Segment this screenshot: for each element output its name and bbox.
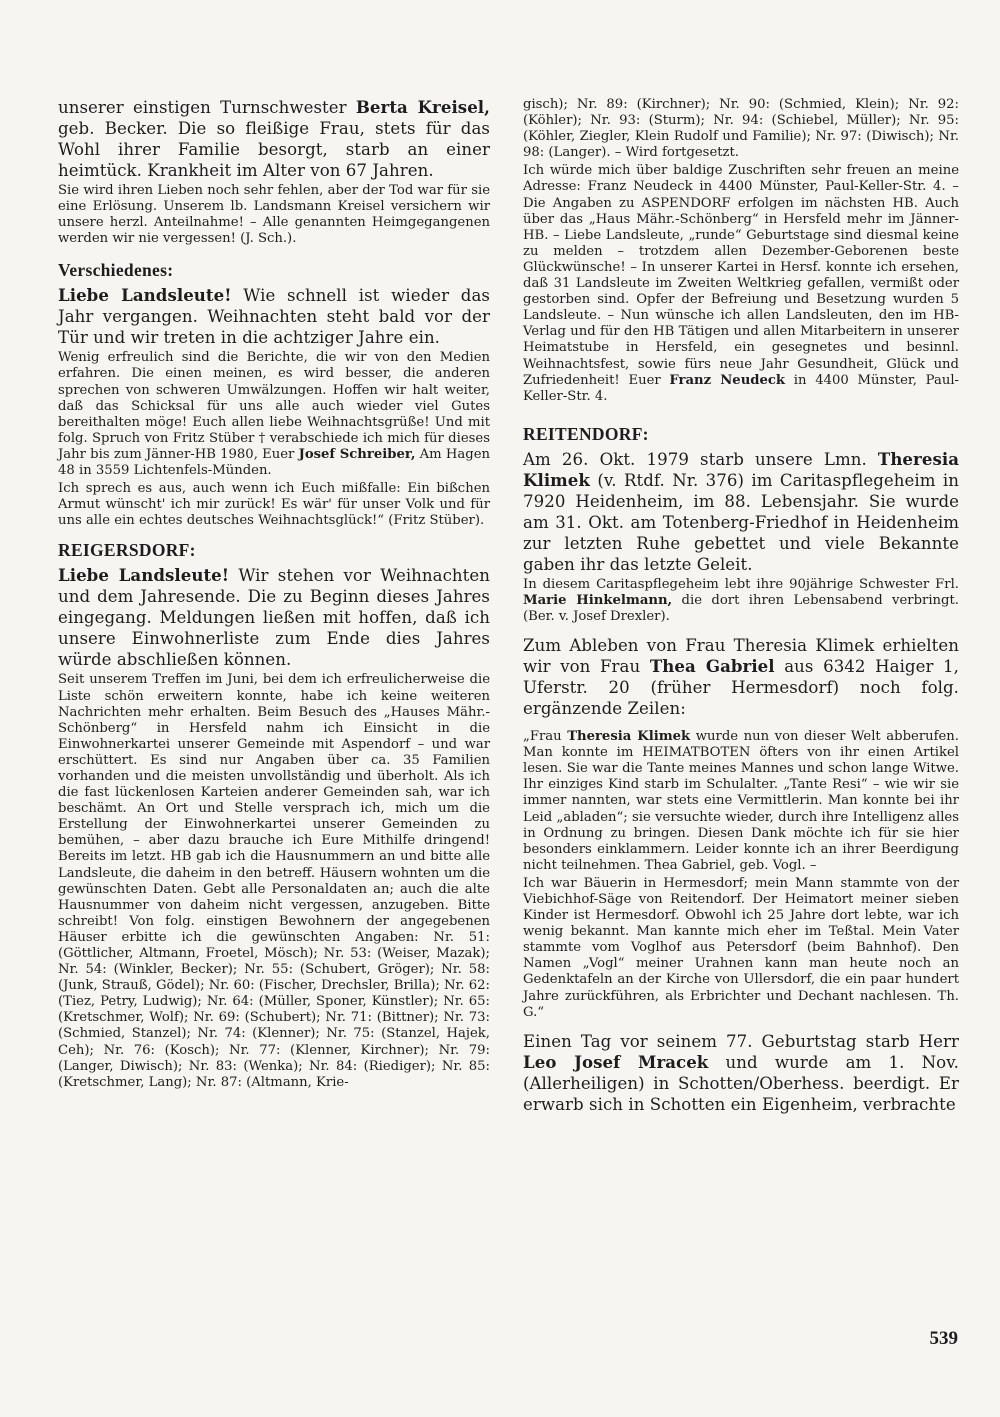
page-number: 539 xyxy=(929,1328,958,1349)
paragraph-stueber-quote: Ich sprech es aus, auch wenn ich Euch mißfalle: Ein bißchen Armut wünscht' ich mir zurück! Es wär' für unser Volk und für uns alle ein echtes deutsches Weihnachtsglück!“ (Fritz Stüber). xyxy=(58,481,490,529)
right-column xyxy=(523,97,959,1117)
paragraph-gabriel-letter: „Frau Theresia Klimek wurde nun von dieser Welt abberufen. Man konnte im HEIMATBOTEN öfters von ihr einen Artikel lesen. Sie war die Tante meines Mannes und schon lange Witwe. Ihr einziges Kind starb im Schulalter. „Tante Resi“ – wie wir sie immer nannten, war stets eine Vermittlerin. Man konnte bei ihr Leid „abladen“; sie versuchte wieder, durch ihre Intelligenz alles in Ordnung zu bringen. Diesen Dank möchte ich für sie hier besonders einklammern. Leider konnte ich an ihrer Beerdigung nicht teilnehmen. Thea Gabriel, geb. Vogl. – xyxy=(523,729,959,873)
paragraph-kreisel-condolence: Sie wird ihren Lieben noch sehr fehlen, aber der Tod war für sie eine Erlösung. Unserem lb. Landsmann Kreisel versichern wir unsere herzl. Anteilnahme! – Alle genannten Heimgegangenen werden wir nie vergessen! (J. Sch.). xyxy=(58,183,490,247)
name-thea-gabriel: Thea Gabriel xyxy=(649,656,775,677)
name-leo-josef-mracek: Leo Josef Mracek xyxy=(523,1051,709,1072)
name-franz-neudeck: Franz Neudeck xyxy=(669,372,786,388)
paragraph-gabriel-intro: Zum Ableben von Frau Theresia Klimek erhielten wir von Frau Thea Gabriel aus 6342 Haiger 1, Uferstr. 20 (früher Hermesdorf) noch folg. ergänzende Zeilen: xyxy=(523,636,959,719)
paragraph-greeting: Liebe Landsleute! Wie schnell ist wieder das Jahr vergangen. Weihnachten steht bald vor der Tür und wir treten in die achtziger Jahre ein. xyxy=(58,285,490,348)
paragraph-house-list-continued: gisch); Nr. 89: (Kirchner); Nr. 90: (Schmied, Klein); Nr. 92: (Köhler); Nr. 93: (Sturm); Nr. 94: (Schiebel, Müller); Nr. 95: (Köhler, Ziegler, Klein Rudolf und Familie); Nr. 97: (Diwisch); Nr. 98: (Langer). – Wird fortgesetzt. xyxy=(523,97,959,161)
name-marie-hinkelmann: Marie Hinkelmann, xyxy=(523,592,673,608)
heading-reitendorf: REITENDORF: xyxy=(523,423,649,444)
left-column xyxy=(58,97,490,1093)
paragraph-neudeck-address: Ich würde mich über baldige Zuschriften sehr freuen an meine Adresse: Franz Neudeck in 4400 Münster, Paul-Keller-Str. 4. – Die Angaben zu ASPENDORF erfolgen im nächsten HB. Auch über das „Haus Mähr.-Schönberg“ in Hersfeld mehr im Jänner-HB. – Liebe Landsleute, „runde“ Geburtstage sind diesmal keine zu melden – trotzdem allen Dezember-Geborenen beste Glückwünsche! – In unserer Kartei in Hersf. konnte ich ersehen, daß 31 Landsleute im Zweiten Weltkrieg gefallen, vermißt oder gestorben sind. Opfer der Befreiung und Besetzung wurden 5 Landsleute. – Nun wünsche ich allen Landsleuten, den im HB-Verlag und für den HB Tätigen und allen Mitarbeitern in unserer Heimatstube in Hersfeld, ein gesegnetes und besinnl. Weihnachtsfest, sowie fürs neue Jahr Gesundheit, Glück und Zufriedenheit! Euer Franz Neudeck in 4400 Münster, Paul-Keller-Str. 4. xyxy=(523,163,959,404)
paragraph-klimek-death: Am 26. Okt. 1979 starb unsere Lmn. Theresia Klimek (v. Rtdf. Nr. 376) im Caritaspflegeheim in 7920 Heidenheim, im 88. Lebensjahr. Sie wurde am 31. Okt. am Totenberg-Friedhof in Heidenheim zur letzten Ruhe gebettet und viele Bekannte gaben ihr das letzte Geleit. xyxy=(523,448,959,574)
name-theresia-klimek: Theresia Klimek xyxy=(523,448,959,490)
heading-reigersdorf: REIGERSDORF: xyxy=(58,540,196,561)
heading-verschiedenes: Verschiedenes: xyxy=(58,260,174,281)
name-josef-schreiber: Josef Schreiber, xyxy=(298,446,416,462)
paragraph-mracek: Einen Tag vor seinem 77. Geburtstag starb Herr Leo Josef Mracek und wurde am 1. Nov. (Allerheiligen) in Schotten/Oberhess. beerdigt. Er erwarb sich in Schotten ein Eigenheim, verbrachte xyxy=(523,1031,960,1114)
paragraph-hinkelmann: In diesem Caritaspflegeheim lebt ihre 90jährige Schwester Frl. Marie Hinkelmann, die dort ihren Lebensabend verbringt. (Ber. v. Josef Drexler). xyxy=(523,576,959,624)
name-theresia-klimek-2: Theresia Klimek xyxy=(567,729,691,745)
paragraph-gabriel-letter-cont: Ich war Bäuerin in Hermesdorf; mein Mann stammte von der Viebichhof-Säge von Reitendorf. Der Heimatort meiner sieben Kinder ist Hermesdorf. Obwohl ich 25 Jahre dort lebte, war ich wenig bekannt. Man kannte mich eher im Teßtal. Mein Vater stammte vom Voglhof aus Petersdorf (beim Bahnhof). Den Namen „Vogl“ meiner Urahnen kann man heute noch an Gedenktafeln an der Kirche von Ullersdorf, die ein paar hundert Jahre zurückführen, als Erbrichter und Dechant nachlesen. Th. G.“ xyxy=(523,875,959,1020)
paragraph-reigersdorf-greeting: Liebe Landsleute! Wir stehen vor Weihnachten und dem Jahresende. Die zu Beginn dieses Jahres eingegang. Meldungen ließen mit hoffen, daß ich unsere Einwohnerliste zum Ende dies Jahres würde abschließen können. xyxy=(58,565,490,670)
name-berta-kreisel: Berta Kreisel, xyxy=(355,97,490,117)
paragraph-einwohnerliste: Seit unserem Treffen im Juni, bei dem ich erfreulicherweise die Liste schön erweitern konnte, habe ich keine weiteren Nachrichten mehr erhalten. Beim Besuch des „Hauses Mähr.-Schönberg“ in Hersfeld nahm ich Einsicht in die Einwohnerkartei unserer Gemeinde mit Aspendorf – und war erschüttert. Es sind nur Angaben über ca. 35 Familien vorhanden und die meisten unvollständig und überholt. Als ich die fast lückenlosen Karteien anderer Gemeinden sah, war ich beschämt. An Ort und Stelle versprach ich, mich um die Erstellung der Einwohnerkartei unserer Gemeinden zu bemühen, – aber dazu brauche ich Eure Mithilfe dringend! Bereits im letzt. HB gab ich die Hausnummern an und bitte alle Landsleute, die daheim in den betreff. Häusern wohnten um die gewünschten Daten. Gebt alle Personaldaten an; auch die alte Hausnummer von daheim nicht vergessen, anzugeben. Bitte schreibt! Von folg. einstigen Bewohnern der angegebenen Häuser erbitte ich die gewünschten Angaben: Nr. 51: (Göttlicher, Altmann, Froetel, Mösch); Nr. 53: (Weiser, Mazak); Nr. 54: (Winkler, Becker); Nr. 55: (Schubert, Gröger); Nr. 58: (Junk, Strauß, Gödel); Nr. 60: (Fischer, Drechsler, Brilla); Nr. 62: (Tiez, Petry, Ludwig); Nr. 64: (Müller, Sponer, Künstler); Nr. 65: (Kretschmer, Wolf); Nr. 69: (Schubert); Nr. 71: (Bittner); Nr. 73: (Schmied, Stanzel); Nr. 74: (Klenner); Nr. 75: (Stanzel, Hajek, Ceh); Nr. 76: (Kosch); Nr. 77: (Klenner, Kirchner); Nr. 79: (Langer, Diwisch); Nr. 83: (Wenka); Nr. 84: (Riediger); Nr. 85: (Kretschmer, Lang); Nr. 87: (Altmann, Krie- xyxy=(58,672,490,1090)
paragraph-kreisel: unserer einstigen Turnschwester Berta Kreisel, geb. Becker. Die so fleißige Frau, stets für das Wohl ihrer Familie besorgt, starb an einer heimtück. Krankheit im Alter von 67 Jahren. xyxy=(58,97,490,180)
paragraph-media-report: Wenig erfreulich sind die Berichte, die wir von den Medien erfahren. Die einen meinen, es wird besser, die anderen sprechen von schweren Umwälzungen. Hoffen wir halt weiter, daß das Schicksal für uns alle auch wieder viel Gutes bereithalten möge! Euch allen liebe Weihnachtsgrüße! Und mit folg. Spruch von Fritz Stüber † verabschiede ich mich für dieses Jahr bis zum Jänner-HB 1980, Euer Josef Schreiber, Am Hagen 48 in 3559 Lichtenfels-Münden. xyxy=(58,350,491,479)
